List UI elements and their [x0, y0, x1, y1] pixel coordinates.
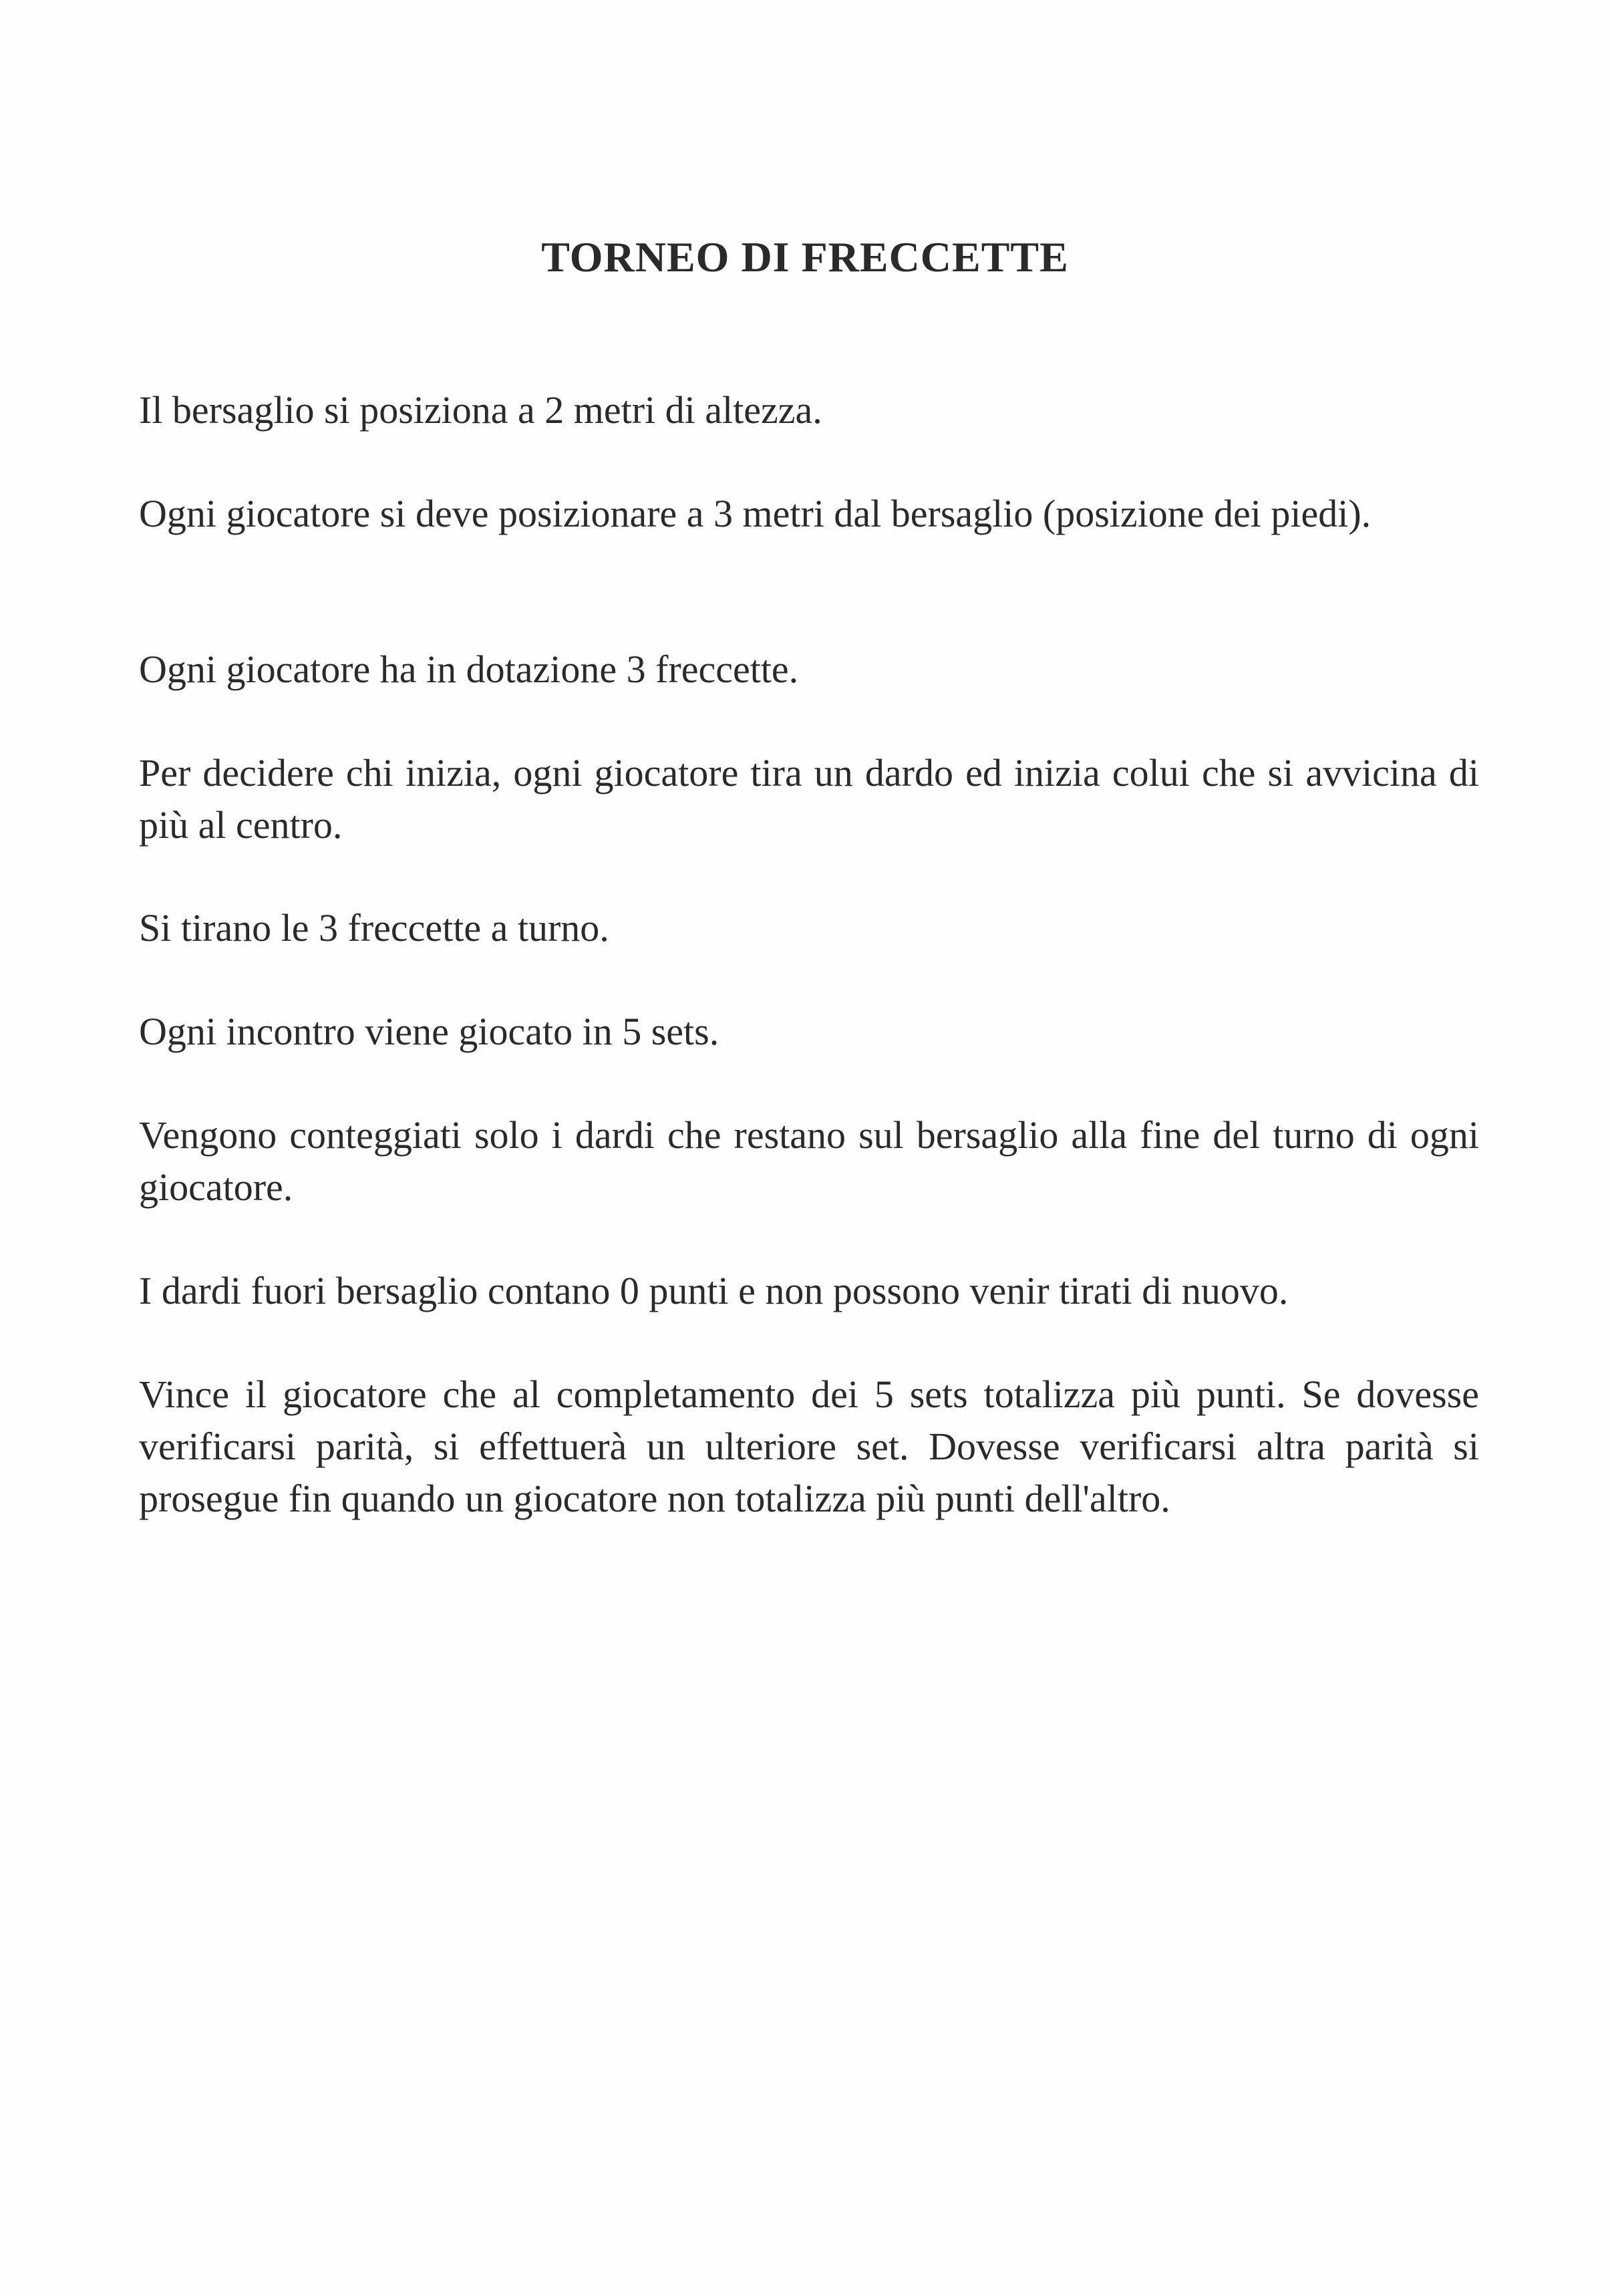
- paragraph: Vengono conteggiati solo i dardi che restano sul bersaglio alla fine del turno di ogni giocatore.: [139, 1113, 1479, 1209]
- document-title: TORNEO DI FRECCETTE: [541, 233, 1069, 281]
- paragraph: Il bersaglio si posiziona a 2 metri di altezza.: [139, 388, 822, 432]
- paragraph: Ogni giocatore si deve posizionare a 3 metri dal bersaglio (posizione dei piedi).: [139, 492, 1372, 535]
- paragraph: Per decidere chi inizia, ogni giocatore tira un dardo ed inizia colui che si avvicina di più al centro.: [139, 751, 1479, 847]
- paragraph: Ogni giocatore ha in dotazione 3 freccette.: [139, 648, 799, 691]
- paragraph: Vince il giocatore che al completamento dei 5 sets totalizza più punti. Se dovesse verificarsi parità, si effettuerà un ulteriore set. Dovesse verificarsi altra parità si prosegue fin quando un giocatore non totalizza più punti dell'altro.: [139, 1373, 1479, 1520]
- paragraph: Ogni incontro viene giocato in 5 sets.: [139, 1010, 719, 1053]
- paragraph: Si tirano le 3 freccette a turno.: [139, 906, 609, 950]
- paragraph: I dardi fuori bersaglio contano 0 punti e non possono venir tirati di nuovo.: [139, 1269, 1289, 1312]
